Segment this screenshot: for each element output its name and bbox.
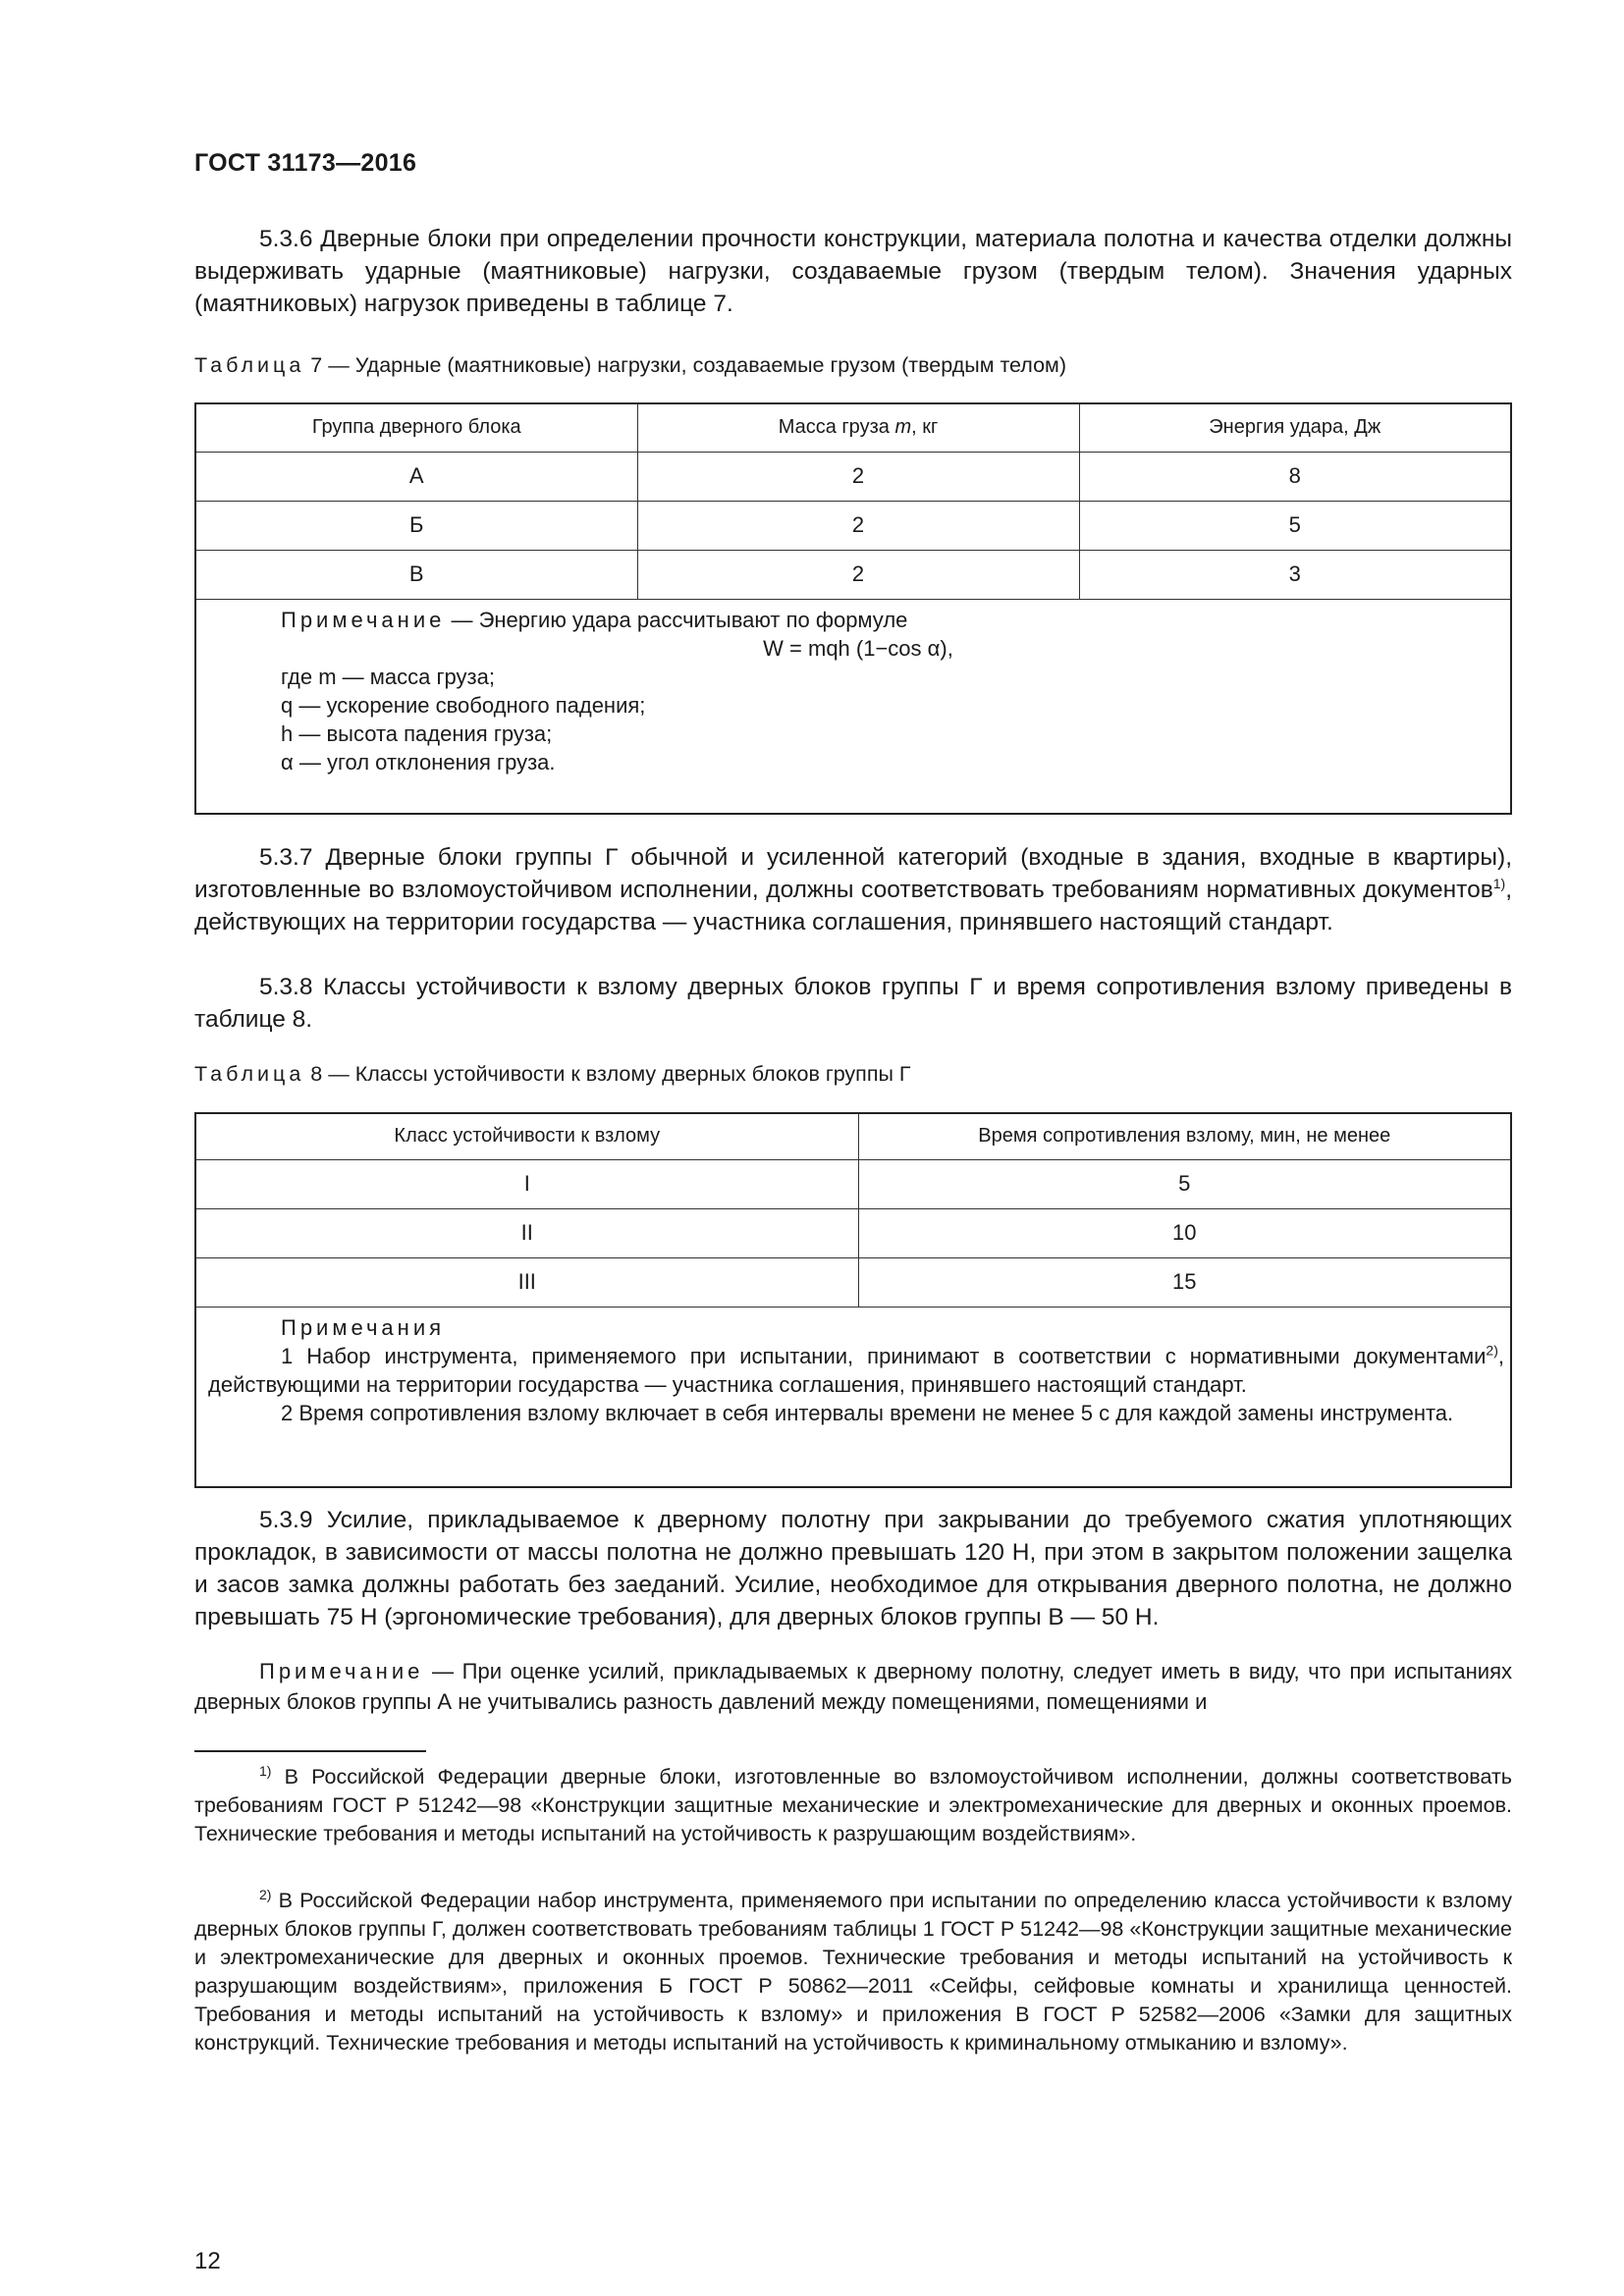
table-cell: А <box>195 452 637 501</box>
formula: W = mqh (1−cos α), <box>763 635 953 661</box>
table7-caption: Таблица 7 — Ударные (маятниковые) нагрузки, создаваемые грузом (твердым телом) <box>194 353 1066 377</box>
table-cell: 10 <box>858 1208 1511 1257</box>
table-row <box>195 501 1511 550</box>
table-cell: 15 <box>858 1257 1511 1307</box>
table-cell: 2 <box>637 452 1079 501</box>
table8-caption: Таблица 8 — Классы устойчивости к взлому дверных блоков группы Г <box>194 1062 911 1086</box>
header-cell: Энергия удара, Дж <box>1079 403 1511 452</box>
footnote-1: $^{1)}$ В Российской Федерации дверные блоки, изготовленные во взломоустойчивом исполнении, должны соответствовать требованиям ГОСТ Р 51242—98 «Конструкции защитные механические и электромеханические для дверных и оконных проемов. Технические требования и методы испытаний на устойчивость к разрушающим воздействиям». <box>194 1762 1512 1845</box>
where-line: h — высота падения груза; <box>281 721 553 746</box>
table-cell: 2 <box>637 501 1079 550</box>
header-cell: Время сопротивления взлому, мин, не менее <box>858 1113 1511 1159</box>
note-bottom: Примечание — При оценке усилий, прикладываемых к дверному полотну, следует иметь в виду, что при испытаниях дверных блоков группы А не учитывались разность давлений между помещениями, помещениями и <box>194 1659 1512 1714</box>
header-cell: Класс устойчивости к взлому <box>195 1113 858 1159</box>
table-row <box>195 1208 1511 1257</box>
table-row <box>195 1257 1511 1307</box>
table-8 <box>194 1112 1512 1488</box>
footnote-ref: 2) <box>1486 1342 1498 1359</box>
table-cell: Б <box>195 501 637 550</box>
where-line: где m — масса груза; <box>281 664 495 689</box>
table-cell: I <box>195 1159 858 1208</box>
paragraph-5-3-9: 5.3.9 Усилие, прикладываемое к дверному полотну при закрывании до требуемого сжатия уплотняющих прокладок, в зависимости от массы полотна не должно превышать 120 Н, при этом в закрытом положении защелка и засов замка должны работать без заеданий. Усилие, необходимое для открывания дверного полотна, не должно превышать 75 Н (эргономические требования), для дверных блоков группы В — 50 Н. <box>194 1507 1512 1630</box>
table-row <box>195 452 1511 501</box>
table8-notes: Примечания 1 Набор инструмента, применяемого при испытании, принимают в соответствии с нормативными документами$^{2)}$, действующими на территории государства — участника соглашения, принявшего настоящий стандарт. 2 Время сопротивления взлому включает в себя интервалы времени не менее 5 с для каждой замены инструмента. <box>195 1307 1511 1487</box>
table-7 <box>194 402 1512 815</box>
where-line: q — ускорение свободного падения; <box>281 692 646 718</box>
paragraph-5-3-6: 5.3.6 Дверные блоки при определении прочности конструкции, материала полотна и качества отделки должны выдерживать ударные (маятниковые) нагрузки, создаваемые грузом (твердым телом). Значения ударных (маятниковых) нагрузок приведены в таблице 7. <box>194 226 1512 317</box>
paragraph-5-3-8: 5.3.8 Классы устойчивости к взлому дверных блоков группы Г и время сопротивления взлому приведены в таблице 8. <box>194 974 1512 1033</box>
table-cell: 8 <box>1079 452 1511 501</box>
table-row <box>195 550 1511 599</box>
table-header-row <box>195 1113 1511 1159</box>
paragraph-5-3-7: 5.3.7 Дверные блоки группы Г обычной и усиленной категорий (входные в здания, входные в квартиры), изготовленные во взломоустойчивом исполнении, должны соответствовать требованиям нормативных документов$^{1)}$, действующих на территории государства — участника соглашения, принявшего настоящий стандарт. <box>194 844 1512 935</box>
table-cell: 2 <box>637 550 1079 599</box>
table-header-row <box>195 403 1511 452</box>
table-note-row <box>195 599 1511 814</box>
table-cell: 3 <box>1079 550 1511 599</box>
table7-note: Примечание — Энергию удара рассчитывают по формуле W = mqh (1−cos α), где m — масса груза; q — ускорение свободного падения; h — высота падения груза; α — угол отклонения груза. <box>195 599 1511 814</box>
footnote-ref: 1) <box>1492 875 1506 891</box>
header-cell: Масса груза m, кг <box>637 403 1079 452</box>
where-line: α — угол отклонения груза. <box>281 749 556 774</box>
table-note-row <box>195 1307 1511 1487</box>
footnote-divider <box>194 1750 426 1752</box>
header-cell: Группа дверного блока <box>195 403 637 452</box>
footnote-2: $^{2)}$ В Российской Федерации набор инструмента, применяемого при испытании по определению класса устойчивости к взлому дверных блоков группы Г, должен соответствовать требованиям таблицы 1 ГОСТ Р 51242—98 «Конструкции защитные механические и электромеханические для дверных и оконных проемов. Технические требования и методы испытаний на устойчивость к разрушающим воздействиям», приложения Б ГОСТ Р 50862—2011 «Сейфы, сейфовые комнаты и хранилища ценностей. Требования и методы испытаний на устойчивость к взлому» и приложения В ГОСТ Р 52582—2006 «Замки для защитных конструкций. Технические требования и методы испытаний на устойчивость к криминальному отмыканию и взлому». <box>194 1886 1512 2055</box>
table-cell: II <box>195 1208 858 1257</box>
table-row <box>195 1159 1511 1208</box>
table-cell: III <box>195 1257 858 1307</box>
document-header: ГОСТ 31173—2016 <box>194 149 417 177</box>
table-cell: 5 <box>858 1159 1511 1208</box>
page-number: 12 <box>194 2248 221 2274</box>
table-cell: 5 <box>1079 501 1511 550</box>
table-cell: В <box>195 550 637 599</box>
